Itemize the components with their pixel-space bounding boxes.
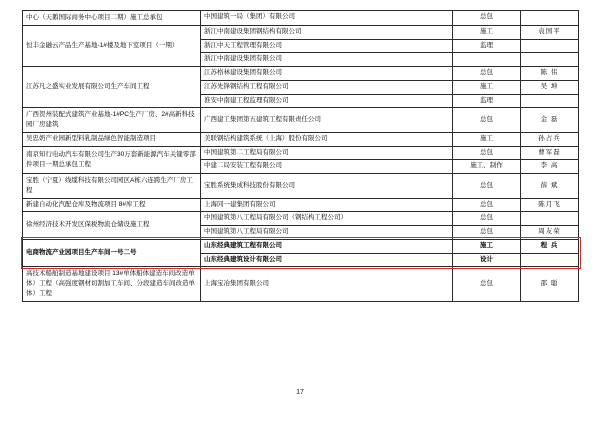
- cell-project: 宝胜（宁夏）线缆科技有限公司园区A栋六连跨生产厂房工程: [23, 174, 201, 199]
- cell-company: 浙江中南建设集团钢结构有限公司: [201, 25, 453, 39]
- table-row: [23, 11, 579, 26]
- cell-person: 曹军磊: [521, 146, 579, 160]
- page-number: 17: [296, 389, 304, 396]
- cell-role: 监理: [453, 39, 521, 53]
- cell-company: 江苏先锋钢结构工程有限公司: [201, 80, 453, 94]
- table-row: [23, 198, 579, 212]
- cell-person: 陈月飞: [521, 198, 579, 212]
- cell-company: 山东经典建筑设计有限公司: [201, 253, 453, 267]
- cell-role: 总包: [453, 212, 521, 226]
- cell-project: 徐州经济技术开发区保税物流仓储设施工程: [23, 212, 201, 240]
- table-row-highlighted: [23, 239, 579, 253]
- cell-company: 上海同一建集团有限公司: [201, 198, 453, 212]
- table-row: [23, 174, 579, 199]
- cell-role: 施工: [453, 132, 521, 146]
- cell-role: 施工、制作: [453, 160, 521, 174]
- cell-role: 总包: [453, 226, 521, 240]
- cell-role: 总包: [453, 108, 521, 133]
- cell-role: 总包: [453, 67, 521, 81]
- cell-company: 浙江中南建设集团有限公司: [201, 53, 453, 67]
- table-row: [23, 212, 579, 226]
- project-contractor-table: [22, 10, 579, 302]
- table-row: [23, 267, 579, 301]
- cell-role: 设计: [453, 253, 521, 267]
- table-row: [23, 67, 579, 81]
- cell-project: 高技术船舶制造基地建设项目 13#单体船体建造车间改造单体）工程（高强度钢材切割加工车间、分段建造车间改造单体）工程: [23, 267, 201, 301]
- cell-person: [521, 212, 579, 226]
- cell-company: 上海宝冶集团有限公司: [201, 267, 453, 301]
- table-row: [23, 25, 579, 39]
- cell-project: 电商物流产业园项目生产车间一号二号: [23, 239, 201, 267]
- cell-project: 南京知行电动汽车有限公司生产30万套新能源汽车关键零部件项目一期总承包工程: [23, 146, 201, 174]
- cell-person: [521, 11, 579, 26]
- cell-role: 施工: [453, 80, 521, 94]
- cell-person: 陈 伟: [521, 67, 579, 81]
- cell-person: 程 兵: [521, 239, 579, 253]
- cell-person: [521, 39, 579, 53]
- cell-person: 周友荣: [521, 226, 579, 240]
- cell-person: 邵 聪: [521, 267, 579, 301]
- cell-company: 广西建工集团第五建筑工程有限责任公司: [201, 108, 453, 133]
- cell-role: 总包: [453, 267, 521, 301]
- cell-person: [521, 53, 579, 67]
- cell-project: 江苏凡之盛实业发展有限公司生产车间工程: [23, 67, 201, 108]
- cell-role: 施工: [453, 239, 521, 253]
- cell-company: 中国建筑一局（集团）有限公司: [201, 11, 453, 26]
- cell-company: 宝胜系统集成科技股份有限公司: [201, 174, 453, 199]
- cell-role: 总包: [453, 174, 521, 199]
- cell-role: 总包: [453, 11, 521, 26]
- cell-company: 美联钢结构建筑系统（上海）股份有限公司: [201, 132, 453, 146]
- cell-company: 淮安中南建工程监理有限公司: [201, 94, 453, 108]
- table-row: [23, 108, 579, 133]
- cell-person: 金 磊: [521, 108, 579, 133]
- cell-role: 总包: [453, 198, 521, 212]
- cell-person: [521, 253, 579, 267]
- cell-role: [453, 53, 521, 67]
- cell-person: 薛 斌: [521, 174, 579, 199]
- cell-role: 总包: [453, 146, 521, 160]
- cell-company: 中建二局安装工程有限公司: [201, 160, 453, 174]
- table-row: [23, 146, 579, 160]
- table-row: [23, 132, 579, 146]
- table-body: [23, 11, 579, 302]
- cell-project: 新建自动化汽配仓库及物流项目 8#库工程: [23, 198, 201, 212]
- cell-person: 袁国平: [521, 25, 579, 39]
- cell-project: 广西贺州装配式建筑产业基地-1#PC生产厂房、2#高新科技园厂房建筑: [23, 108, 201, 133]
- cell-company: 中国建筑第八工程局有限公司: [201, 226, 453, 240]
- cell-role: 施工: [453, 25, 521, 39]
- cell-project: 恒丰金融云产品生产基地-1#楼及地下室项目（一期）: [23, 25, 201, 66]
- cell-role: 监理: [453, 94, 521, 108]
- cell-person: 孙占兵: [521, 132, 579, 146]
- cell-project: 中心（天鹅国际商务中心项目二期）施工总承包: [23, 11, 201, 26]
- cell-person: [521, 94, 579, 108]
- cell-company: 山东经典建筑工程有限公司: [201, 239, 453, 253]
- cell-company: 中国建筑第八工程局有限公司（钢结构工程公司）: [201, 212, 453, 226]
- cell-person: 李 高: [521, 160, 579, 174]
- cell-person: 吴 坤: [521, 80, 579, 94]
- cell-company: 中国建筑第二工程局有限公司: [201, 146, 453, 160]
- cell-company: 浙江中天工程管理有限公司: [201, 39, 453, 53]
- cell-company: 江苏格林建设集团有限公司: [201, 67, 453, 81]
- cell-project: 吴忠奶产业园新型料乳制品绿色智能制造项目: [23, 132, 201, 146]
